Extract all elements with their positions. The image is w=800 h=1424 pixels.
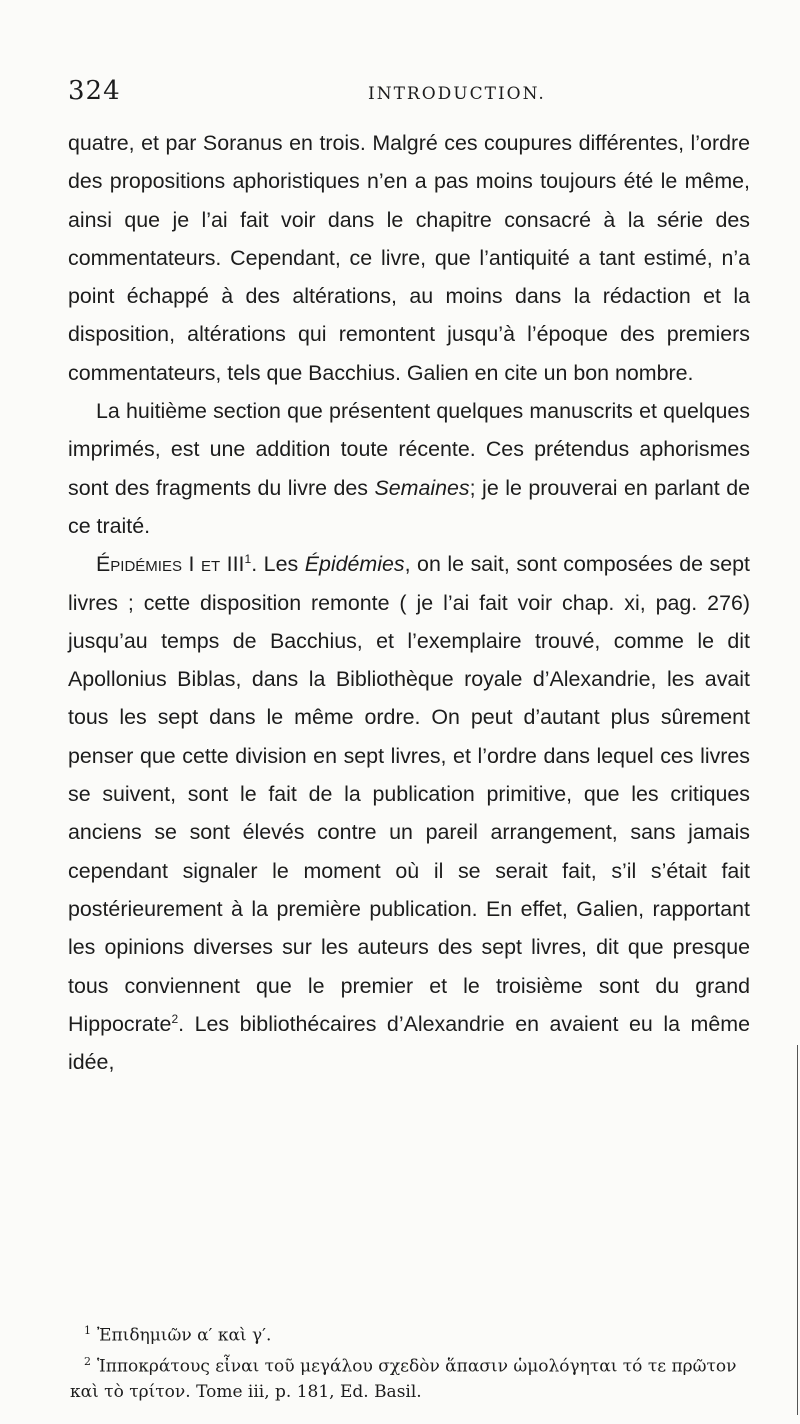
footnote-1-text: Ἐπιδημιῶν α′ καὶ γ′. bbox=[97, 1325, 272, 1346]
paragraph-2-italic: Semaines bbox=[374, 475, 470, 500]
page-edge-shadow bbox=[797, 1045, 798, 1415]
paragraph-3-text-a: . Les bbox=[251, 552, 305, 577]
paragraph-2-text-a: La huitième section que présentent quelques manuscrits et quelques imprimés, est une addition toute récente. Ces prétendus aphorismes sont des fragments du livre des bbox=[68, 399, 750, 500]
footnote-ref-2[interactable]: 2 bbox=[171, 1011, 179, 1026]
footnote-2-text: Ἱπποκράτους εἶναι τοῦ μεγάλου σχεδὸν ἅπασιν ὡμολόγηται τό τε πρῶτον καὶ τὸ τρίτον. Tome iii, p. 181, Ed. Basil. bbox=[70, 1356, 737, 1403]
page-number: 324 bbox=[68, 76, 121, 106]
body-text bbox=[68, 124, 750, 1081]
footnote-ref-1[interactable]: 1 bbox=[244, 552, 252, 567]
footnote-1-mark: 1 bbox=[84, 1324, 91, 1337]
paragraph-2-text-b: ; je le prouverai en parlant de ce traité. bbox=[68, 475, 750, 538]
running-head: INTRODUCTION. bbox=[368, 84, 546, 104]
page-header bbox=[68, 76, 748, 116]
footnote-2-mark: 2 bbox=[84, 1354, 91, 1368]
paragraph-3-italic: Épidémies bbox=[304, 552, 405, 577]
section-heading-epidemies: Épidémies I et III bbox=[96, 552, 245, 577]
paragraph-3-text-b: , on le sait, sont composées de sept livres ; cette disposition remonte ( je l’ai fait voir chap. xi, pag. 276) jusqu’au temps de Bacchius, et l’exemplaire trouvé, comme le dit Apollonius Biblas, dans la Bibliothèque royale d’Alexandrie, les avait tous les sept dans le même ordre. On peut d’autant plus sûrement penser que cette division en sept livres, et l’ordre dans lequel ces livres se suivent, sont le fait de la publication primitive, que les critiques anciens se sont élevés contre un pareil arrangement, sans jamais cependant signaler le moment où il se serait fait, s’il s’était fait postérieurement à la première publication. En effet, Galien, rapportant les opinions diverses sur les auteurs des sept livres, dit que presque tous conviennent que le premier et le troisième sont du grand Hippocrate bbox=[68, 552, 750, 1036]
paragraph-1 bbox=[68, 124, 750, 392]
paragraph-3-text-c: . Les bibliothécaires d’Alexandrie en avaient eu la même idée, bbox=[68, 1011, 750, 1075]
footnote-2 bbox=[70, 1349, 752, 1406]
paragraph-2 bbox=[68, 392, 750, 545]
paragraph-1-text: quatre, et par Soranus en trois. Malgré ces coupures différentes, l’ordre des propositions aphoristiques n’en a pas moins toujours été le même, ainsi que je l’ai fait voir dans le chapitre consacré à la série des commentateurs. Cependant, ce livre, que l’antiquité a tant estimé, n’a point échappé à des altérations, au moins dans la rédaction et la disposition, altérations qui remontent jusqu’à l’époque des premiers commentateurs, tels que Bacchius. Galien en cite un bon nombre. bbox=[68, 131, 750, 385]
paragraph-3 bbox=[68, 545, 750, 1081]
footnotes bbox=[70, 1318, 752, 1405]
footnote-1 bbox=[70, 1318, 752, 1349]
